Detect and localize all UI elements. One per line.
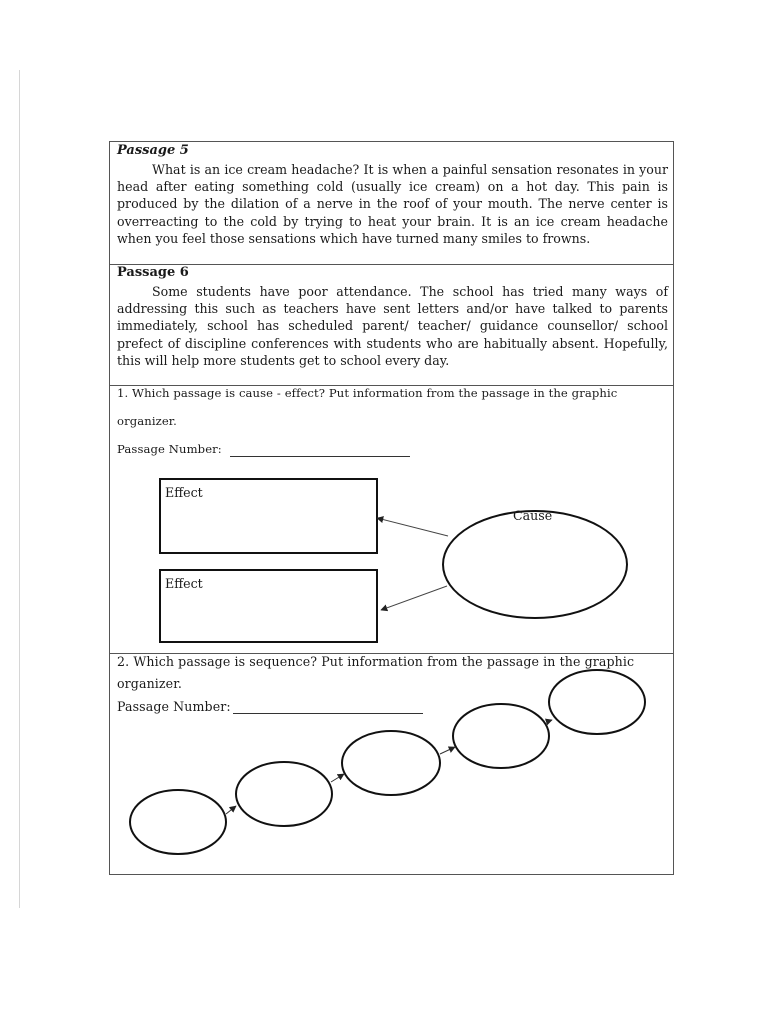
- cause-to-effect-2-arrow: [381, 586, 447, 610]
- sequence-arrow-2: [331, 774, 344, 782]
- passage-6-text: Some students have poor attendance. The school has tried many ways of addressing this such as teachers have sent letters and/or have talked to parents immediately, school has scheduled parent/ teacher/ guidance counsellor/ school prefect of discipline conferences with students who are habitually absent. Hopefully, this will help more students get to school every day.: [117, 284, 668, 368]
- question-2-passage-number-label: Passage Number:: [117, 699, 231, 714]
- cause-label: Cause: [513, 508, 553, 523]
- cause-to-effect-1-arrow: [377, 518, 448, 536]
- passage-5-title: Passage 5: [117, 143, 189, 158]
- passage-5-text: What is an ice cream headache? It is when a painful sensation resonates in your head after eating something cold (usually ice cream) on a hot day. This pain is produced by the dilation of a nerve in the roof of your mouth. The nerve center is overreacting to the cold by trying to heat your brain. It is an ice cream headache when you feel those sensations which have turned many smiles to frowns.: [117, 162, 668, 246]
- sequence-arrow-1: [226, 806, 236, 814]
- effect-box-2-label: Effect: [165, 576, 203, 591]
- sequence-step-3-oval[interactable]: [342, 731, 440, 795]
- question-1-passage-number-label: Passage Number:: [117, 442, 222, 456]
- sequence-step-5-oval[interactable]: [549, 670, 645, 734]
- question-2-prompt-continued: organizer.: [117, 676, 183, 691]
- passage-6-title: Passage 6: [117, 265, 189, 280]
- sequence-arrow-4: [546, 720, 552, 722]
- sequence-step-1-oval[interactable]: [130, 790, 226, 854]
- question-2-prompt: 2. Which passage is sequence? Put information from the passage in the graphic: [117, 654, 635, 669]
- effect-box-1-label: Effect: [165, 485, 203, 500]
- sequence-step-2-oval[interactable]: [236, 762, 332, 826]
- question-1-prompt: 1. Which passage is cause - effect? Put information from the passage in the graphic: [117, 386, 618, 400]
- sequence-arrow-3: [440, 747, 455, 754]
- sequence-step-4-oval[interactable]: [453, 704, 549, 768]
- question-1-prompt-continued: organizer.: [117, 414, 177, 428]
